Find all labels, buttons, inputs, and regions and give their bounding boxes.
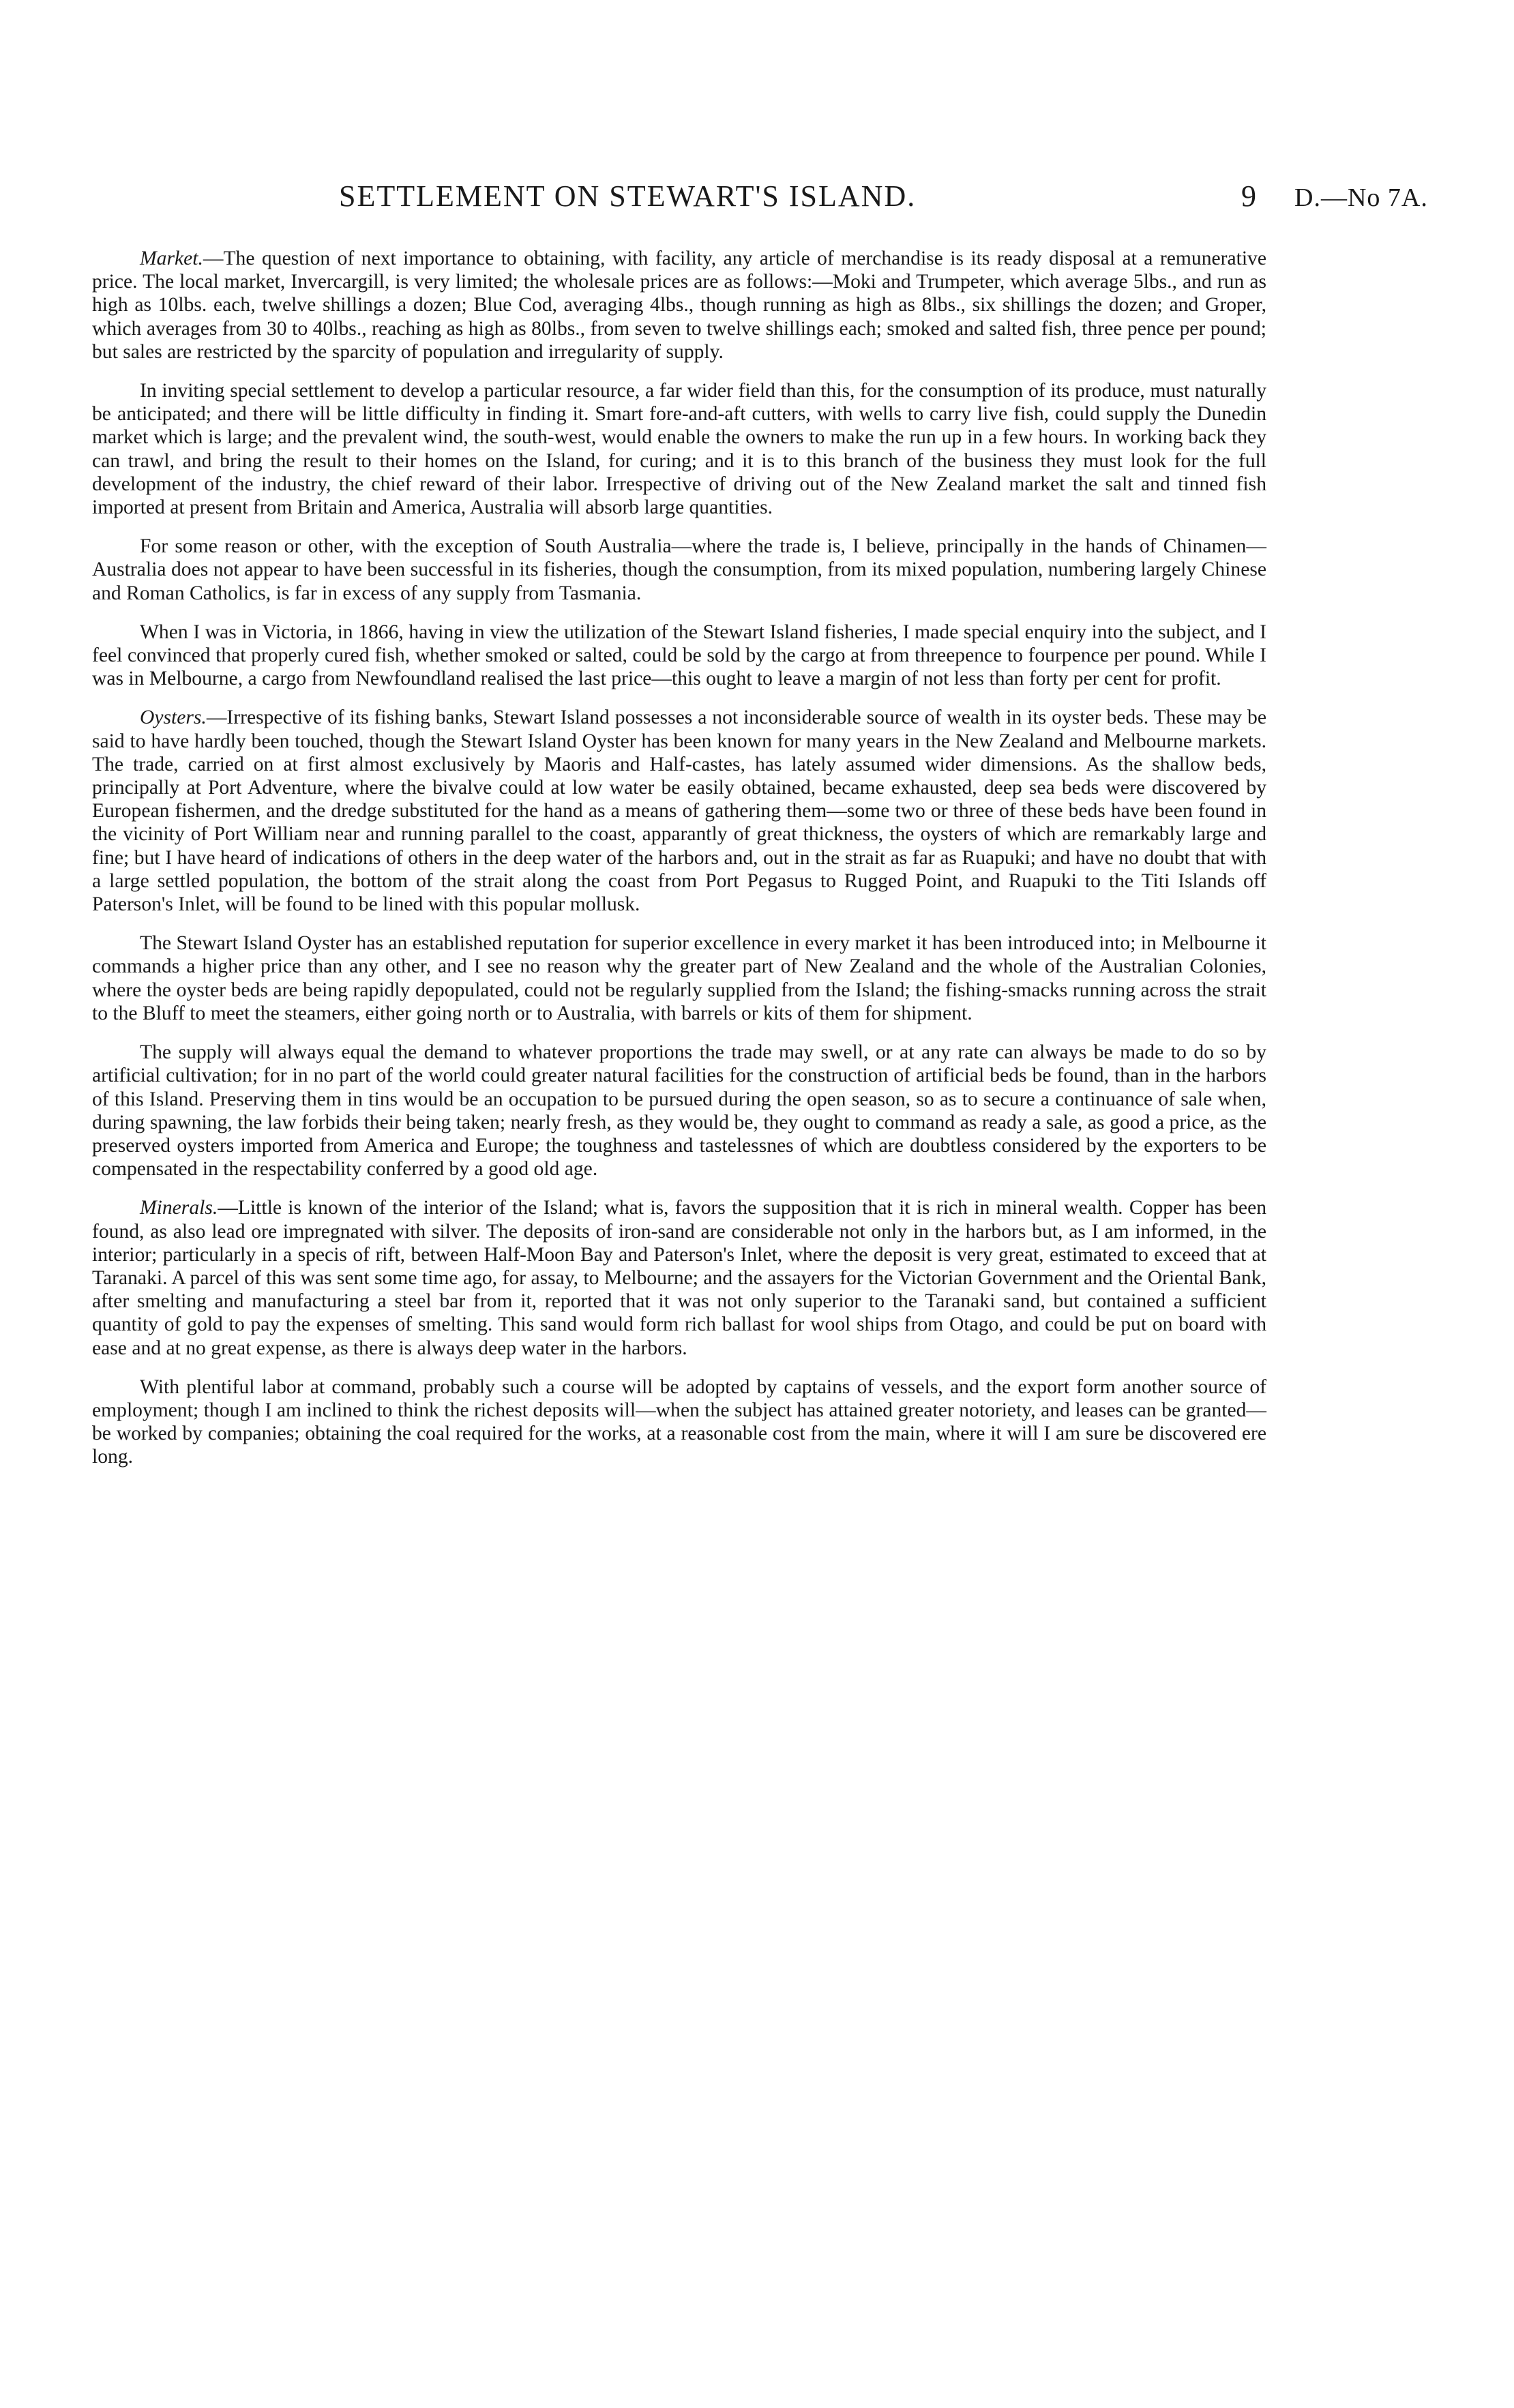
paragraph-labor <box>92 1376 1266 1469</box>
paragraph-settlement <box>92 379 1266 519</box>
paragraph-text: —Irrespective of its fishing banks, Stewart Island possesses a not inconsiderable source of wealth in its oyster beds. These may be said to have hardly been touched, though the Stewart Island Oyster has been known for many years in the New Zealand and Melbourne markets. The trade, carried on at first almost exclusively by Maoris and Half-castes, has lately assumed wider dimensions. As the shallow beds, principally at Port Adventure, where the bivalve could at low water be easily obtained, became exhausted, deep sea beds were discovered by European fishermen, and the dredge substituted for the hand as a means of gathering them—some two or three of these beds have been found in the vicinity of Port William near and running parallel to the coast, apparantly of great thickness, the oysters of which are remarkably large and fine; but I have heard of indications of others in the deep water of the harbors and, out in the strait as far as Ruapuki; and have no doubt that with a large settled population, the bottom of the strait along the coast from Port Pegasus to Rugged Point, and Ruapuki to the Titi Islands off Paterson's Inlet, will be found to be lined with this popular mollusk. <box>92 707 1266 916</box>
document-reference: D.—No 7A. <box>1294 183 1428 212</box>
page-header <box>0 179 1514 220</box>
paragraph-text: In inviting special settlement to develop a particular resource, a far wider field than this, for the consumption of its produce, must naturally be anticipated; and there will be little difficulty in finding it. Smart fore-and-aft cutters, with wells to carry live fish, could supply the Dunedin market which is large; and the prevalent wind, the south-west, would enable the owners to make the run up in a few hours. In working back they can trawl, and bring the result to their homes on the Island, for curing; and it is to this branch of the business they must look for the full development of the industry, the chief reward of their labor. Irrespective of driving out of the New Zealand market the salt and tinned fish imported at present from Britain and America, Australia will absorb large quantities. <box>92 380 1266 519</box>
paragraph-heading: Market. <box>140 248 203 269</box>
paragraph-minerals <box>92 1196 1266 1359</box>
paragraph-oyster-supply <box>92 1041 1266 1180</box>
paragraph-text: —Little is known of the interior of the Island; what is, favors the supposition that it is rich in mineral wealth. Copper has been found, as also lead ore impregnated with silver. The deposits of iron-sand are considerable not only in the harbors but, as I am informed, in the interior; particularly in a specis of rift, between Half-Moon Bay and Paterson's Inlet, where the deposit is very great, estimated to exceed that at Taranaki. A parcel of this was sent some time ago, for assay, to Melbourne; and the assayers for the Victorian Government and the Oriental Bank, after smelting and manufacturing a steel bar from it, reported that it was not only superior to the Taranaki sand, but contained a sufficient quantity of gold to pay the expenses of smelting. This sand would form rich ballast for wool ships from Otago, and could be put on board with ease and at no great expense, as there is always deep water in the harbors. <box>92 1197 1266 1359</box>
running-title: SETTLEMENT ON STEWART'S ISLAND. <box>339 179 917 213</box>
paragraph-oyster-reputation <box>92 932 1266 1025</box>
paragraph-text: —The question of next importance to obtaining, with facility, any article of merchandise is its ready disposal at a remunerative price. The local market, Invercargill, is very limited; the wholesale prices are as follows:—Moki and Trumpeter, which average 5lbs., and run as high as 10lbs. each, twelve shillings a dozen; Blue Cod, averaging 4lbs., though running as high as 8lbs., six shillings the dozen; and Groper, which averages from 30 to 40lbs., reaching as high as 80lbs., from seven to twelve shillings each; smoked and salted fish, three pence per pound; but sales are restricted by the sparcity of population and irregularity of supply. <box>92 248 1266 363</box>
paragraph-oysters <box>92 706 1266 916</box>
paragraph-text: The supply will always equal the demand to whatever proportions the trade may swell, or at any rate can always be made to do so by artificial cultivation; for in no part of the world could greater natural facilities for the construction of artificial beds be found, than in the harbors of this Island. Preserving them in tins would be an occupation to be pursued during the open season, so as to secure a continuance of sale when, during spawning, the law forbids their being taken; nearly fresh, as they would be, they ought to command as ready a sale, as good a price, as the preserved oysters imported from America and Europe; the toughness and tastelessnes of which are doubtless considered by the exporters to be compensated in the respectability conferred by a good old age. <box>92 1041 1266 1180</box>
page-number: 9 <box>1241 179 1256 213</box>
paragraph-text: When I was in Victoria, in 1866, having in view the utilization of the Stewart Island fisheries, I made special enquiry into the subject, and I feel convinced that properly cured fish, whether smoked or salted, could be sold by the cargo at from threepence to fourpence per pound. While I was in Melbourne, a cargo from Newfoundland realised the last price—this ought to leave a margin of not less than forty per cent for profit. <box>92 621 1266 690</box>
paragraph-australia <box>92 535 1266 605</box>
paragraph-text: With plentiful labor at command, probably such a course will be adopted by captains of vessels, and the export form another source of employment; though I am inclined to think the richest deposits will—when the subject has attained greater notoriety, and leases can be granted—be worked by companies; obtaining the coal required for the works, at a reasonable cost from the main, where it will I am sure be discovered ere long. <box>92 1376 1266 1468</box>
paragraph-market <box>92 247 1266 363</box>
paragraph-heading: Minerals. <box>140 1197 218 1219</box>
paragraph-victoria <box>92 621 1266 691</box>
body-text <box>92 247 1266 1485</box>
paragraph-heading: Oysters. <box>140 707 207 729</box>
paragraph-text: The Stewart Island Oyster has an established reputation for superior excellence in every market it has been introduced into; in Melbourne it commands a higher price than any other, and I see no reason why the greater part of New Zealand and the whole of the Australian Colonies, where the oyster beds are being rapidly depopulated, could not be regularly supplied from the Island; the fishing-smacks running across the strait to the Bluff to meet the steamers, either going north or to Australia, with barrels or kits of them for shipment. <box>92 932 1266 1024</box>
paragraph-text: For some reason or other, with the exception of South Australia—where the trade is, I believe, principally in the hands of Chinamen—Australia does not appear to have been successful in its fisheries, though the consumption, from its mixed population, numbering largely Chinese and Roman Catholics, is far in excess of any supply from Tasmania. <box>92 535 1266 604</box>
